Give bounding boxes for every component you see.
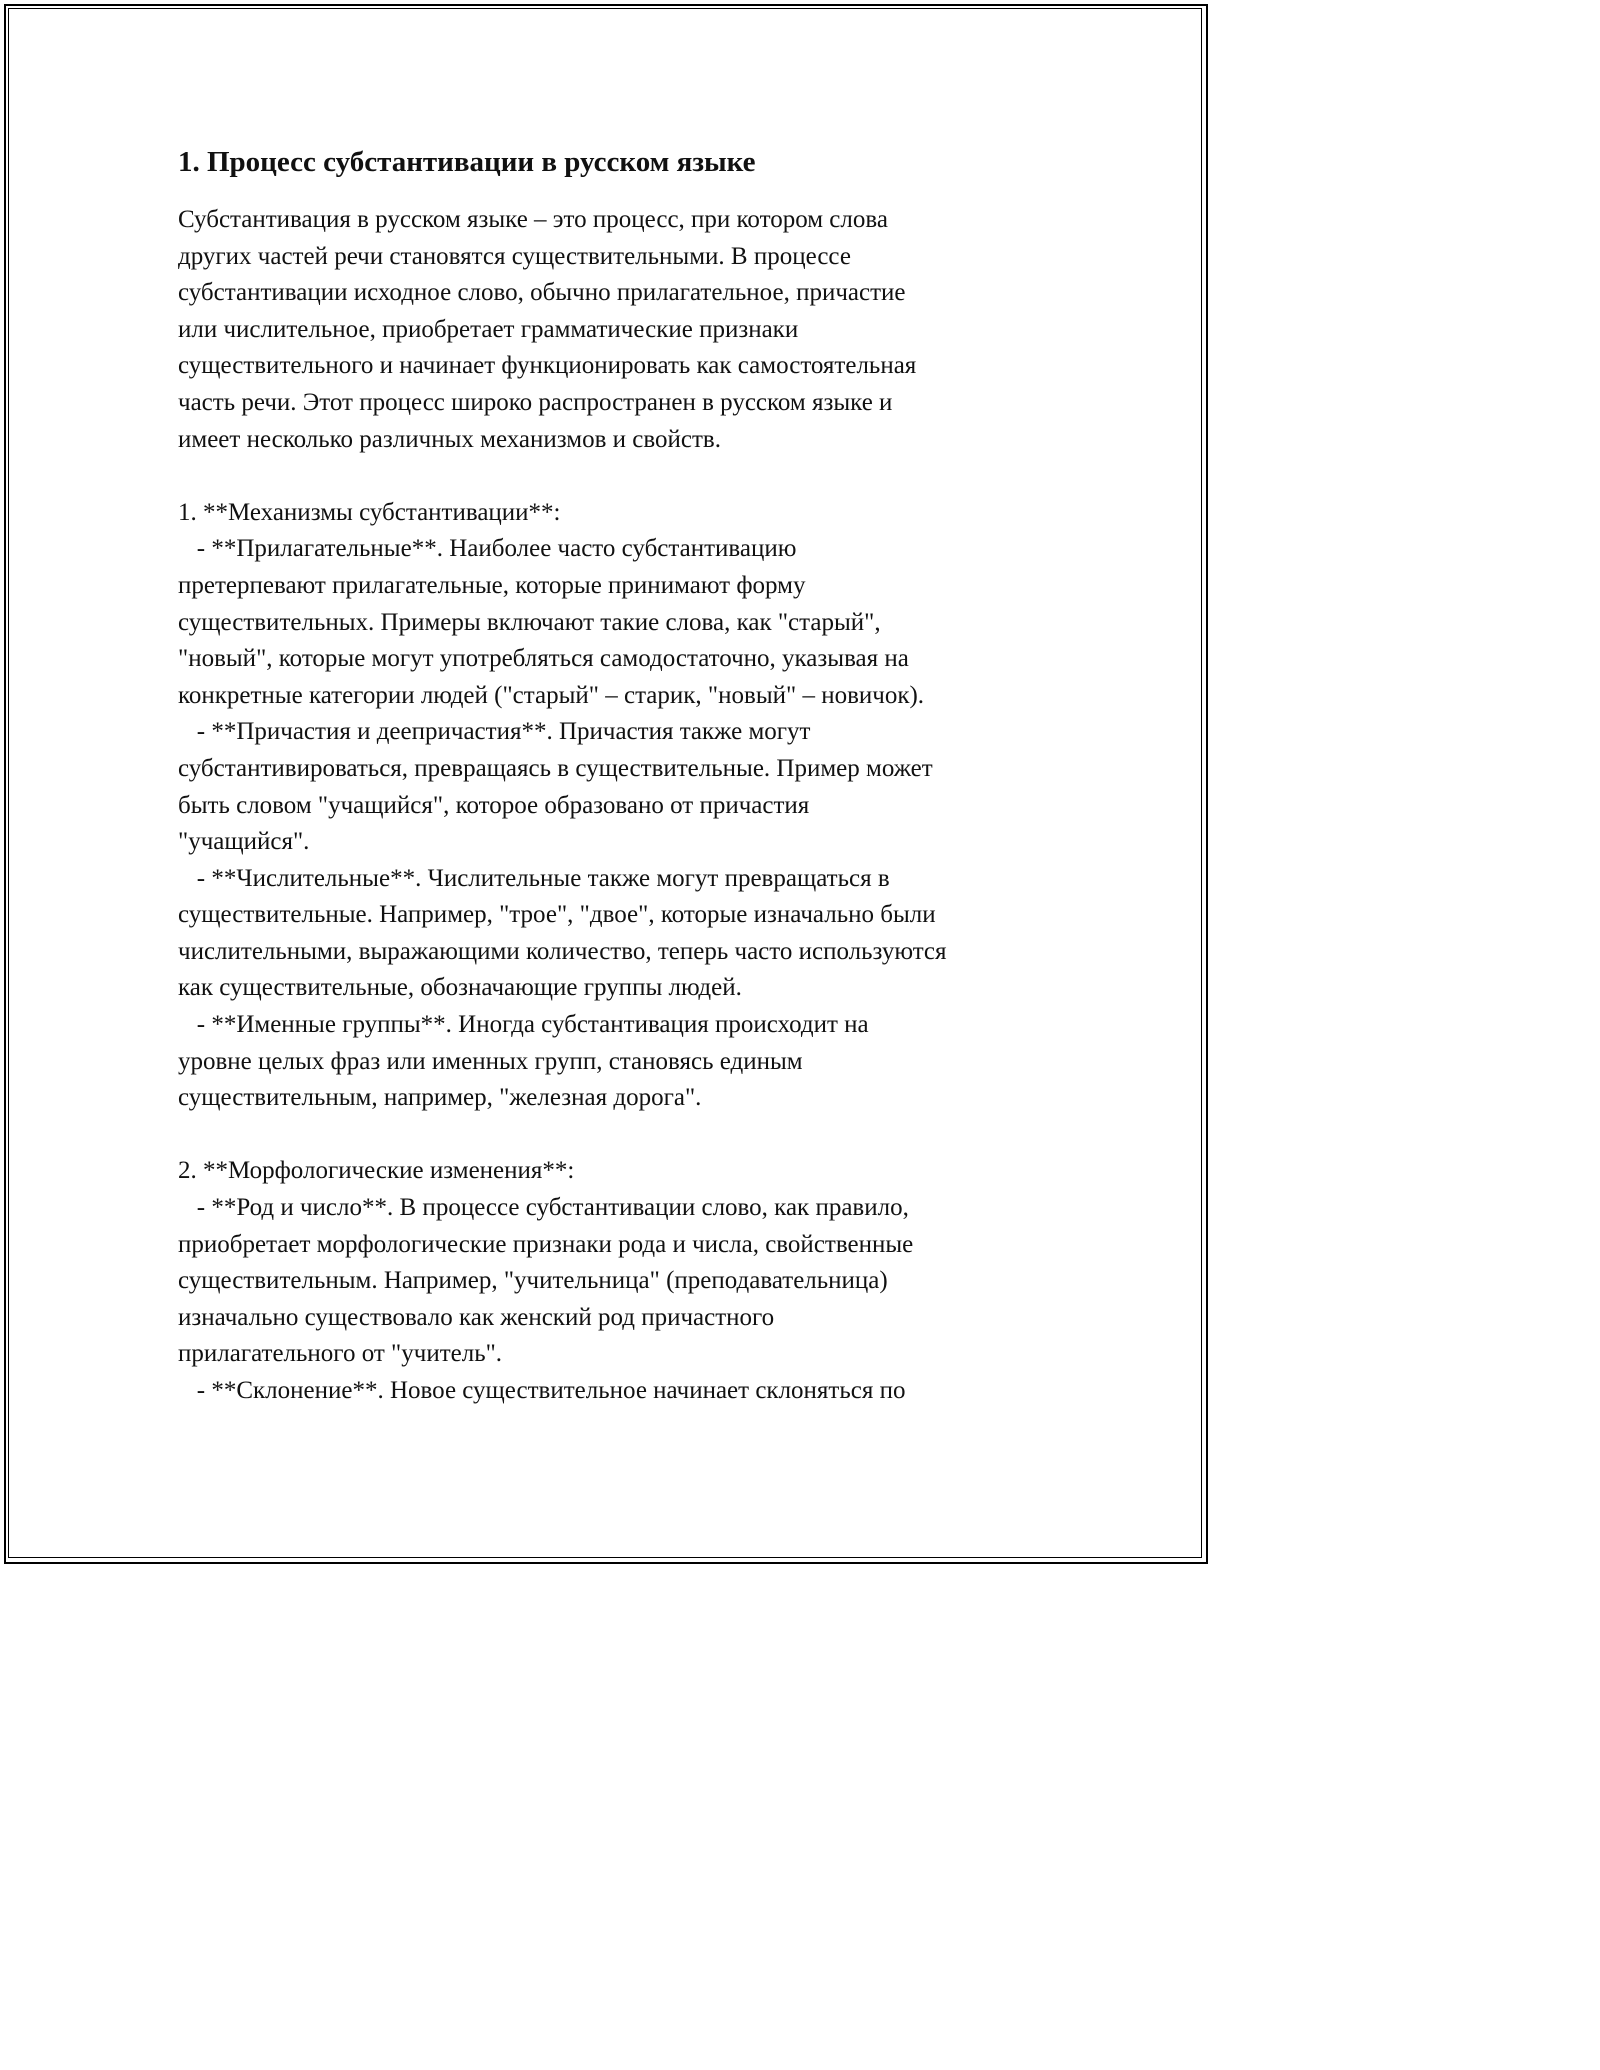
text-line: конкретные категории людей ("старый" – старик, "новый" – новичок).: [178, 681, 925, 709]
text-line: "новый", которые могут употребляться самодостаточно, указывая на: [178, 645, 909, 673]
text-line: - **Род и число**. В процессе субстантивации слово, как правило,: [178, 1194, 909, 1222]
text-line: других частей речи становятся существительными. В процессе: [178, 242, 851, 270]
text-line: - **Именные группы**. Иногда субстантивация происходит на: [178, 1011, 869, 1039]
document-text: [178, 202, 1058, 1410]
text-line: имеет несколько различных механизмов и свойств.: [178, 425, 721, 453]
text-line: субстантивации исходное слово, обычно прилагательное, причастие: [178, 279, 906, 307]
text-line: существительные. Например, "трое", "двое", которые изначально были: [178, 901, 936, 929]
text-line: существительным. Например, "учительница" (преподавательница): [178, 1267, 888, 1295]
blank-line: [178, 458, 1058, 495]
text-line: существительным, например, "железная дорога".: [178, 1084, 702, 1112]
text-line: претерпевают прилагательные, которые принимают форму: [178, 571, 806, 599]
text-line: 2. **Морфологические изменения**:: [178, 1157, 575, 1185]
text-line: - **Прилагательные**. Наиболее часто субстантивацию: [178, 535, 797, 563]
text-line: уровне целых фраз или именных групп, становясь единым: [178, 1047, 803, 1075]
text-line: или числительное, приобретает грамматические признаки: [178, 315, 799, 343]
text-line: приобретает морфологические признаки рода и числа, свойственные: [178, 1230, 914, 1258]
text-line: как существительные, обозначающие группы людей.: [178, 974, 742, 1002]
text-line: - **Числительные**. Числительные также могут превращаться в: [178, 864, 890, 892]
text-line: - **Причастия и деепричастия**. Причастия также могут: [178, 718, 811, 746]
text-line: "учащийся".: [178, 828, 310, 856]
text-line: субстантивироваться, превращаясь в существительные. Пример может: [178, 754, 933, 782]
text-line: часть речи. Этот процесс широко распространен в русском языке и: [178, 388, 893, 416]
blank-line: [178, 1117, 1058, 1154]
text-line: изначально существовало как женский род причастного: [178, 1303, 775, 1331]
text-line: - **Склонение**. Новое существительное начинает склоняться по: [178, 1377, 906, 1404]
text-line: быть словом "учащийся", которое образовано от причастия: [178, 791, 810, 819]
text-line: существительных. Примеры включают такие слова, как "старый",: [178, 608, 881, 636]
text-line: существительного и начинает функционировать как самостоятельная: [178, 352, 917, 380]
text-line: прилагательного от "учитель".: [178, 1340, 503, 1368]
text-line: Субстантивация в русском языке – это процесс, при котором слова: [178, 206, 888, 233]
document-body: [178, 142, 1058, 1410]
text-line: числительными, выражающими количество, теперь часто используются: [178, 937, 947, 965]
text-line: 1. **Механизмы субстантивации**:: [178, 498, 561, 526]
document-title: 1. Процесс субстантивации в русском языке: [178, 146, 756, 178]
